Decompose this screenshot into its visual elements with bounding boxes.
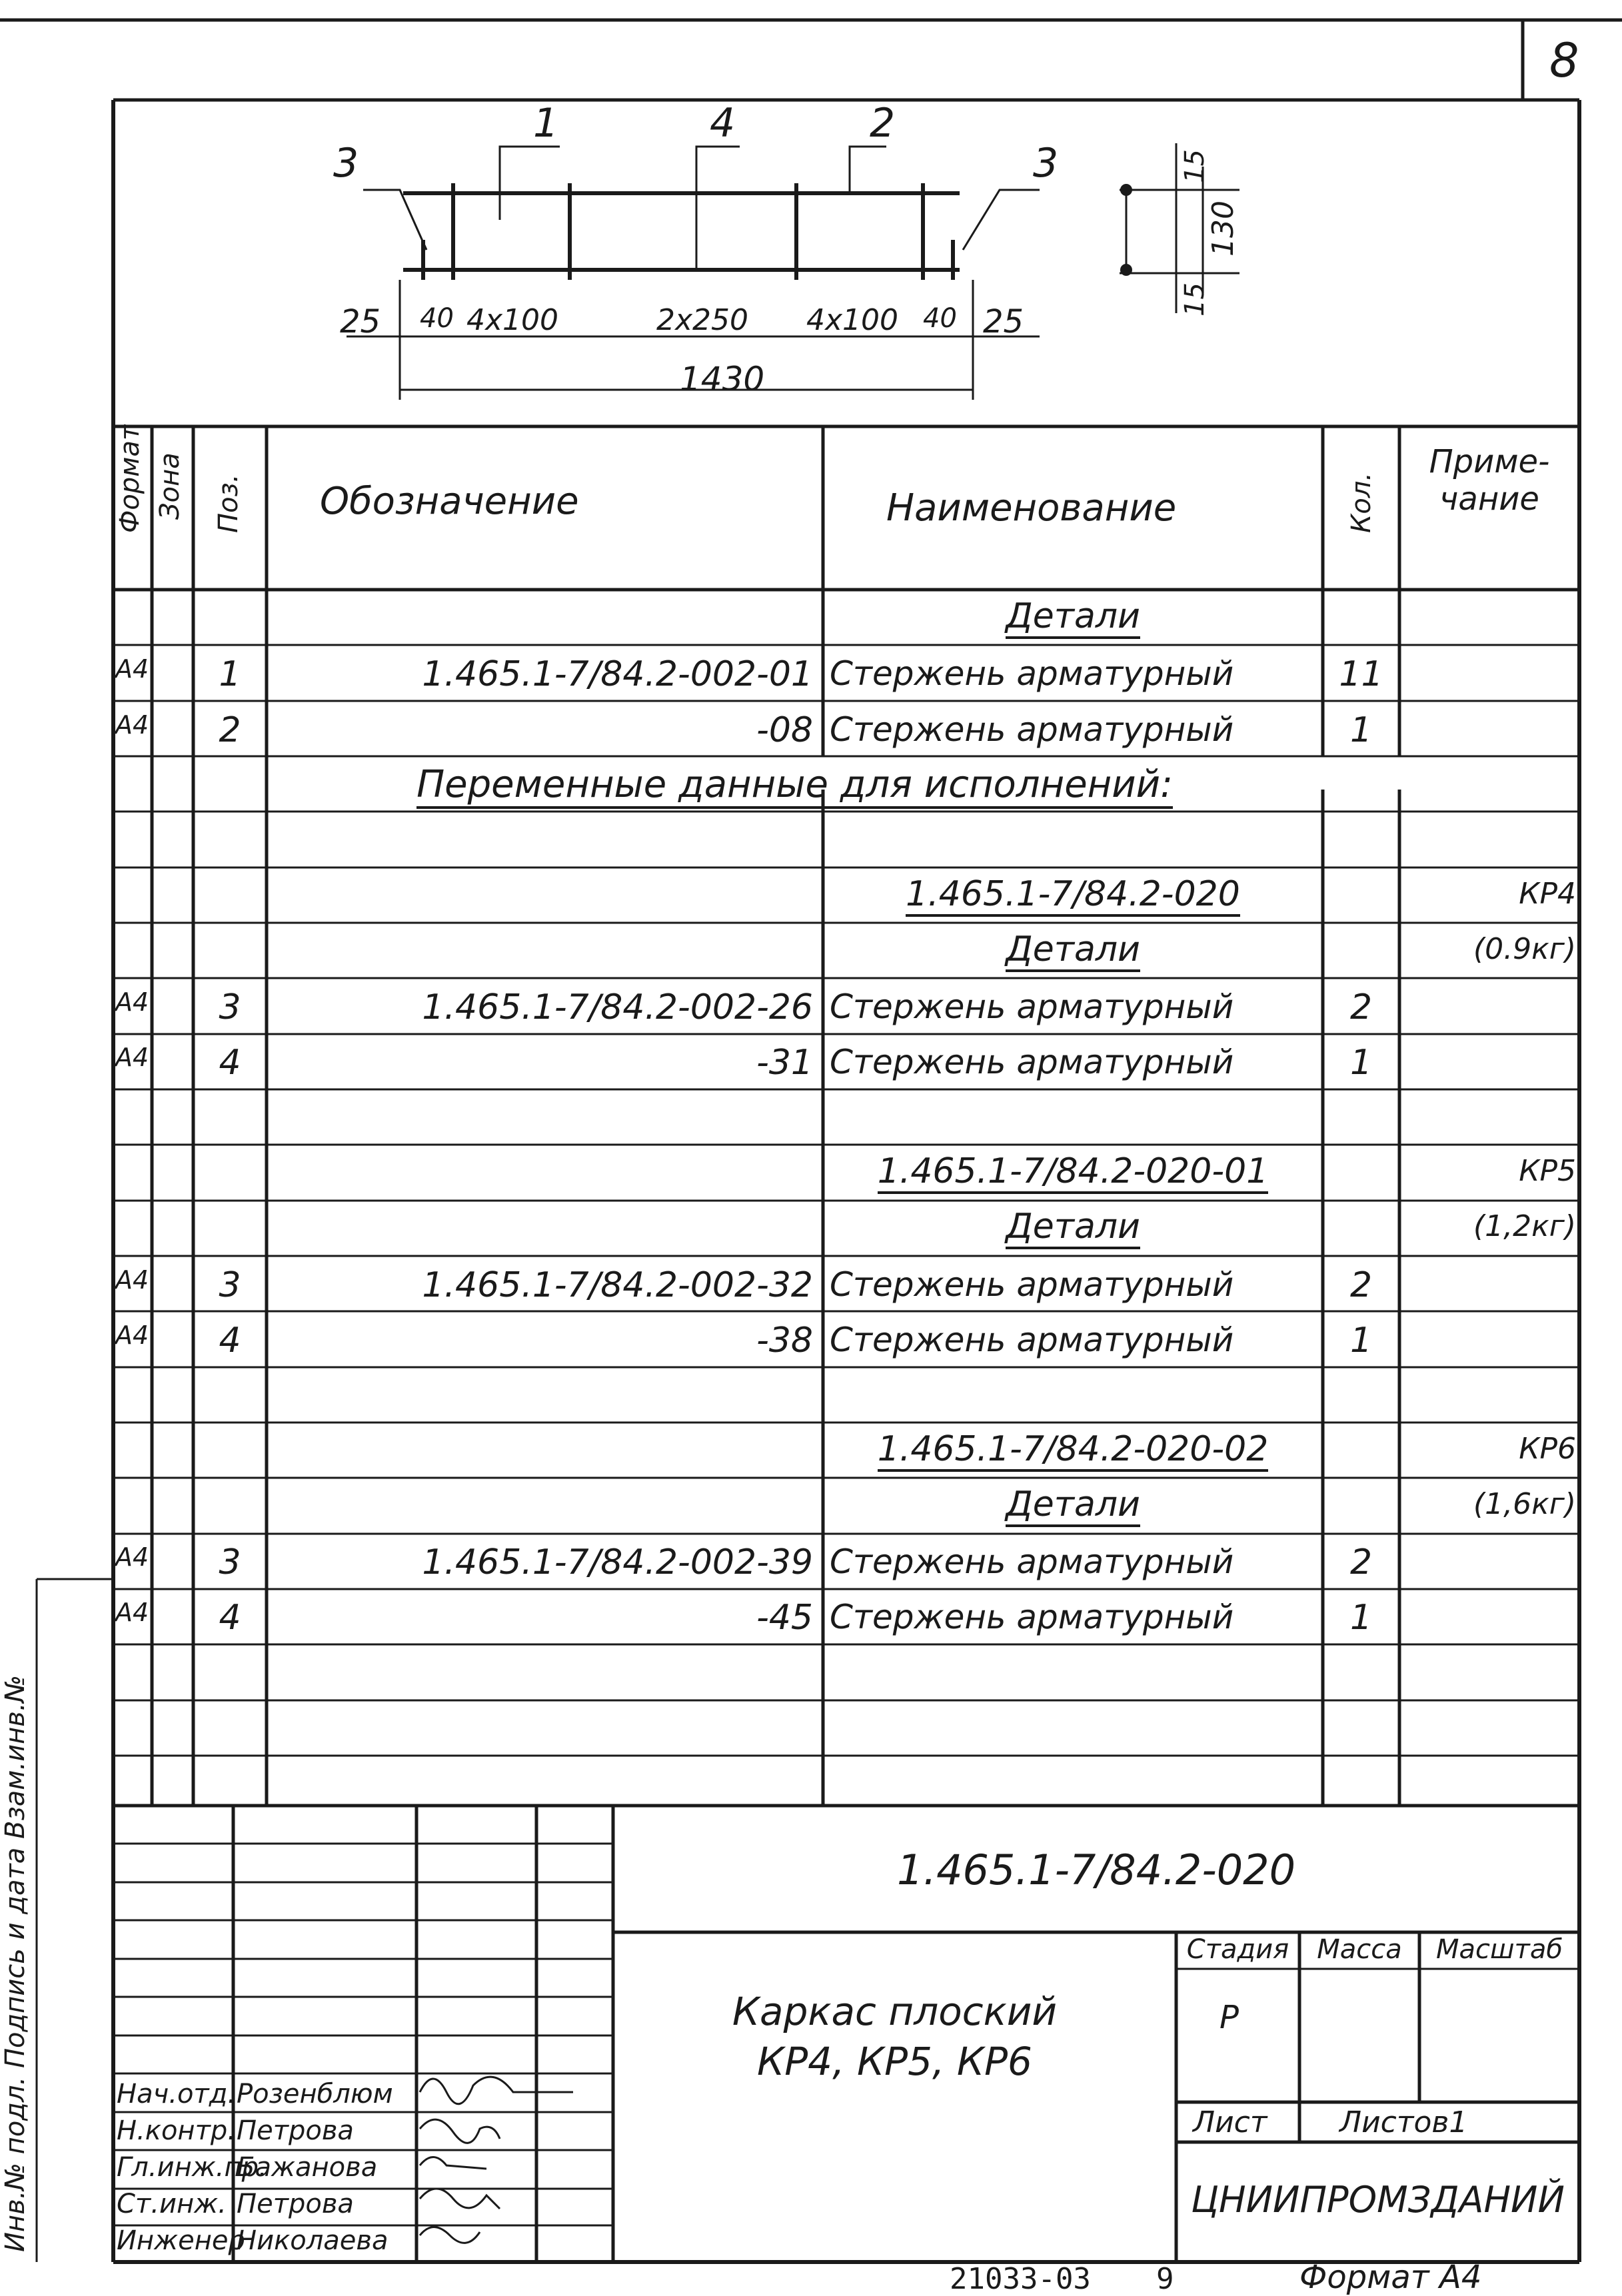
row-pos: 3 bbox=[219, 1542, 241, 1583]
header-qty: Кол. bbox=[1346, 472, 1377, 533]
signer-role: Н.контр. bbox=[117, 2115, 236, 2146]
row-qty: 1 bbox=[1349, 1043, 1373, 1083]
header-note: Приме- чание bbox=[1429, 443, 1550, 518]
section-dim-top: 15 bbox=[1180, 149, 1210, 183]
row-qty: 11 bbox=[1339, 654, 1383, 695]
row-format: А4 bbox=[115, 987, 149, 1017]
signer-name: Розенблюм bbox=[237, 2079, 393, 2109]
row-pos: 2 bbox=[219, 710, 241, 750]
title-line2: КР4, КР5, КР6 bbox=[757, 2039, 1032, 2084]
row-note: (0.9кг) bbox=[1473, 931, 1576, 966]
row-section-heading: Детали bbox=[1006, 1484, 1140, 1527]
row-qty: 2 bbox=[1349, 1265, 1373, 1305]
signer-name: Николаева bbox=[237, 2225, 389, 2256]
row-designation: 1.465.1-7/84.2-002-01 bbox=[422, 654, 813, 695]
stage-value: Р bbox=[1219, 1999, 1239, 2036]
row-designation: 1.465.1-7/84.2-002-32 bbox=[422, 1265, 813, 1305]
signer-name: Петрова bbox=[237, 2115, 354, 2146]
page-number: 8 bbox=[1549, 33, 1579, 88]
header-name: Наименование bbox=[886, 486, 1177, 530]
row-name-cell bbox=[823, 874, 1323, 914]
row-name: Стержень арматурный bbox=[830, 1043, 1234, 1082]
signer-role: Гл.инж.пр. bbox=[117, 2152, 267, 2183]
row-pos: 1 bbox=[219, 654, 241, 695]
callout-1: 1 bbox=[533, 100, 559, 147]
dim-4x100-left: 4x100 bbox=[466, 303, 559, 337]
signer-role: Ст.инж. bbox=[117, 2189, 227, 2219]
row-qty: 2 bbox=[1349, 1542, 1373, 1583]
title-line1: Каркас плоский bbox=[732, 1989, 1058, 2034]
signatures bbox=[420, 2077, 573, 2243]
dim-25-left: 25 bbox=[340, 303, 381, 340]
row-note: КР6 bbox=[1519, 1431, 1576, 1466]
row-section-heading: Детали bbox=[1006, 929, 1140, 972]
row-section-heading: 1.465.1-7/84.2-020-02 bbox=[878, 1429, 1269, 1472]
row-section-heading: Детали bbox=[1006, 1207, 1140, 1249]
sheet-label: Лист bbox=[1193, 2105, 1267, 2139]
callout-3-left: 3 bbox=[333, 140, 359, 187]
row-name-cell bbox=[823, 1151, 1323, 1191]
section-dim-bottom: 15 bbox=[1180, 283, 1210, 316]
row-section-heading: Детали bbox=[1006, 596, 1140, 639]
row-note: (1,2кг) bbox=[1473, 1209, 1576, 1244]
dim-40-left: 40 bbox=[420, 303, 454, 334]
doc-code: 1.465.1-7/84.2-020 bbox=[896, 1846, 1296, 1894]
variants-heading: Переменные данные для исполнений: bbox=[416, 763, 1173, 809]
row-name-cell bbox=[823, 929, 1323, 969]
callout-2: 2 bbox=[870, 100, 896, 147]
row-qty: 2 bbox=[1349, 987, 1373, 1028]
dim-2x250: 2x250 bbox=[656, 303, 749, 337]
signer-role: Нач.отд. bbox=[117, 2079, 237, 2109]
sheets-label: Листов1 bbox=[1339, 2105, 1468, 2139]
header-pos: Поз. bbox=[213, 474, 244, 533]
row-name: Стержень арматурный bbox=[830, 1265, 1234, 1304]
row-note: КР4 bbox=[1519, 876, 1576, 911]
row-name: Стержень арматурный bbox=[830, 1320, 1234, 1359]
signer-role: Инженер bbox=[117, 2225, 245, 2256]
row-designation: -45 bbox=[756, 1598, 813, 1638]
stage-label: Стадия bbox=[1186, 1934, 1289, 1965]
row-format: А4 bbox=[115, 654, 149, 684]
row-name-cell bbox=[823, 1484, 1323, 1524]
row-name: Стержень арматурный bbox=[830, 710, 1234, 749]
row-section-heading: 1.465.1-7/84.2-020-01 bbox=[878, 1151, 1269, 1194]
footer-page: 9 bbox=[1156, 2262, 1174, 2296]
header-format: Формат bbox=[115, 424, 145, 533]
header-designation: Обозначение bbox=[320, 480, 579, 523]
row-designation: -31 bbox=[756, 1043, 813, 1083]
dim-overall: 1430 bbox=[680, 360, 765, 398]
row-format: А4 bbox=[115, 1320, 149, 1350]
margin-stamp: Инв.№ подл. Подпись и дата Взам.инв.№ bbox=[0, 1674, 31, 2252]
merged-row bbox=[267, 763, 1323, 806]
row-note: (1,6кг) bbox=[1473, 1486, 1576, 1521]
row-qty: 1 bbox=[1349, 1598, 1373, 1638]
row-note: КР5 bbox=[1519, 1154, 1576, 1188]
row-format: А4 bbox=[115, 1542, 149, 1572]
row-name-cell bbox=[823, 1207, 1323, 1247]
row-format: А4 bbox=[115, 1598, 149, 1628]
dim-4x100-right: 4x100 bbox=[806, 303, 899, 337]
mass-label: Масса bbox=[1317, 1934, 1402, 1965]
row-name-cell bbox=[823, 1429, 1323, 1469]
header-zone: Зона bbox=[155, 452, 185, 520]
row-designation: -08 bbox=[756, 710, 813, 750]
row-designation: 1.465.1-7/84.2-002-39 bbox=[422, 1542, 813, 1583]
row-section-heading: 1.465.1-7/84.2-020 bbox=[906, 874, 1240, 917]
row-name: Стержень арматурный bbox=[830, 1598, 1234, 1637]
row-pos: 4 bbox=[219, 1043, 241, 1083]
row-qty: 1 bbox=[1349, 710, 1373, 750]
dim-40-right: 40 bbox=[923, 303, 957, 334]
dim-25-right: 25 bbox=[983, 303, 1024, 340]
section-dim-height: 130 bbox=[1206, 201, 1240, 257]
row-designation: 1.465.1-7/84.2-002-26 bbox=[422, 987, 813, 1028]
footer-code: 21033-03 bbox=[950, 2262, 1091, 2296]
row-name: Стержень арматурный bbox=[830, 987, 1234, 1027]
callout-3-right: 3 bbox=[1033, 140, 1059, 187]
row-pos: 4 bbox=[219, 1598, 241, 1638]
row-name: Стержень арматурный bbox=[830, 654, 1234, 694]
footer-format: Формат А4 bbox=[1299, 2259, 1482, 2296]
row-pos: 3 bbox=[219, 987, 241, 1028]
row-name: Стержень арматурный bbox=[830, 1542, 1234, 1582]
row-name-cell bbox=[823, 596, 1323, 636]
row-format: А4 bbox=[115, 1043, 149, 1073]
scale-label: Масштаб bbox=[1435, 1934, 1563, 1965]
signer-name: Петрова bbox=[237, 2189, 354, 2219]
row-format: А4 bbox=[115, 710, 149, 740]
org-name: ЦНИИПРОМЗДАНИЙ bbox=[1191, 2179, 1565, 2221]
row-format: А4 bbox=[115, 1265, 149, 1295]
callout-4: 4 bbox=[710, 100, 736, 147]
row-pos: 4 bbox=[219, 1320, 241, 1361]
row-designation: -38 bbox=[756, 1320, 813, 1361]
row-qty: 1 bbox=[1349, 1320, 1373, 1361]
signer-name: Бажанова bbox=[237, 2152, 378, 2183]
row-pos: 3 bbox=[219, 1265, 241, 1305]
